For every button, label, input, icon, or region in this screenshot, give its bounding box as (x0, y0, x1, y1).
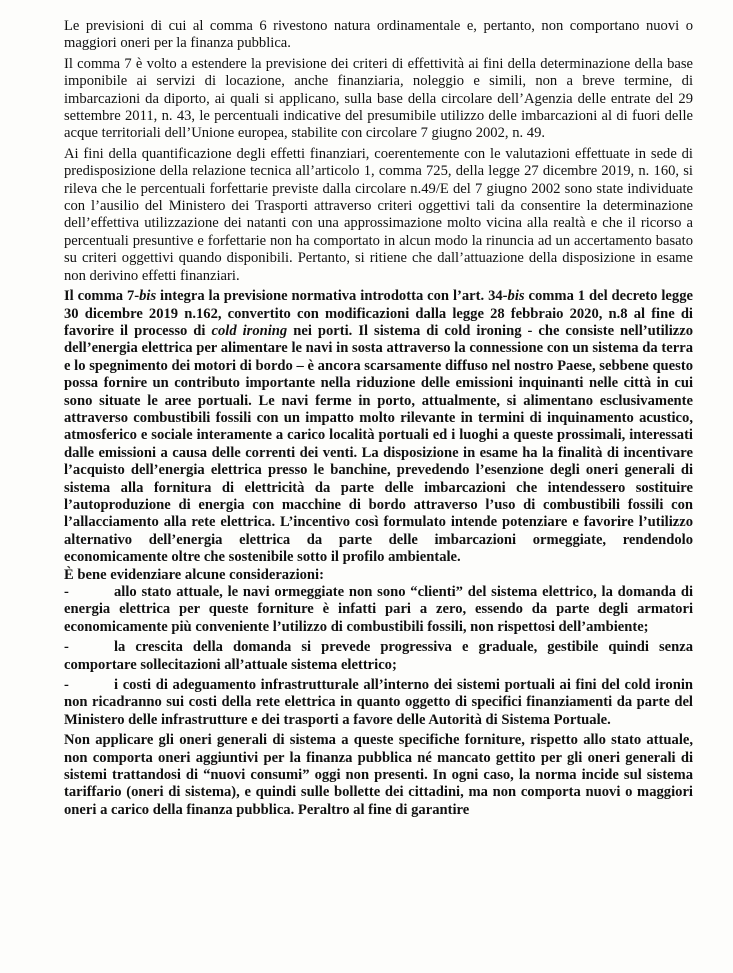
list-dash: - (64, 677, 69, 694)
list-item-text: allo stato attuale, le navi ormeggiate non sono “clienti” del sistema elettrico, la domanda di energia elettrica per queste forniture è infatti pari a zero, essendo da parte degli armatori economicamente più conveniente l’utilizzo di combustibili fossili, non rispettosi dell’ambiente; (64, 584, 693, 635)
paragraph-comma-6: Le previsioni di cui al comma 6 rivestono natura ordinamentale e, pertanto, non comportano nuovi o maggiori oneri per la finanza pubblica. (64, 18, 693, 52)
text-run: nei porti. Il sistema di cold ironing - che consiste nell’utilizzo dell’energia elettrica per alimentare le navi in sosta attraverso la connessione con un sistema da terra e lo spegnimento dei motori di bordo – è ancora scarsamente diffuso nel nostro Paese, sebbene questo possa fornire un contributo importante nella riduzione delle emissioni inquinanti nelle città in cui sono situate le aree portuali. Le navi ferme in porto, attualmente, si alimentano esclusivamente attraverso combustibili fossili con un impatto molto rilevante in termini di inquinamento acustico, atmosferico e sociale interamente a carico località portuali ed i luoghi a queste prossimali, interessati dalle emissioni a causa delle correnti dei venti. La disposizione in esame ha la finalità di incentivare l’acquisto dell’energia elettrica presso le banchine, prevedendo l’esenzione degli oneri generali di sistema alla fornitura di elettricità da parte delle imbarcazioni che intendessero sostituire l’autoproduzione di energia con macchine di bordo attraverso l’uso di combustibili fossili con l’allacciamento alla rete elettrica. L’incentivo così formulato intende potenziare e favorire l’utilizzo alternativo dell’energia elettrica da parte delle imbarcazioni ormeggiate, rendendolo economicamente oltre che sostenibile sotto il profilo ambientale. (64, 322, 694, 566)
paragraph-comma-7-bis (64, 288, 693, 567)
list-item-text: la crescita della domanda si prevede progressiva e graduale, gestibile quindi senza comportare sollecitazioni all’attuale sistema elettrico; (64, 639, 693, 673)
list-item (64, 584, 693, 636)
italic-bis: bis (507, 288, 525, 305)
text-run: Il comma 7- (64, 288, 140, 305)
paragraph-comma-7: Il comma 7 è volto a estendere la previsione dei criteri di effettività ai fini della determinazione della base imponibile ai servizi di locazione, anche finanziaria, noleggio e simili, non a breve termine, di imbarcazioni da diporto, ai quali si applicano, sulla base della circolare dell’Agenzia delle entrate del 29 settembre 2011, n. 43, le percentuali indicative del presumibile utilizzo delle imbarcazioni al di fuori delle acque territoriali dell’Unione europea, stabilite con circolare 7 giugno 2002, n. 49. (64, 55, 693, 142)
text-run: comma 1 del decreto legge 30 dicembre 2019 n.162, convertito con modificazioni dalla legge 28 febbraio 2020, n.8 al fine di favorire il processo di (64, 288, 693, 339)
text-run: integra la previsione normativa introdotta con l’art. 34- (156, 288, 508, 305)
paragraph-final: Non applicare gli oneri generali di sistema a queste specifiche forniture, rispetto allo stato attuale, non comporta oneri aggiuntivi per la finanza pubblica né mancato gettito per gli oneri generali di sistemi trattandosi di “nuovi consumi” oggi non presenti. In ogni caso, la norma incide sul sistema tariffario (oneri di sistema), e quindi sulle bollette dei cittadini, ma non comporta nuovi o maggiori oneri a carico della finanza pubblica. Peraltro al fine di garantire (64, 732, 693, 818)
italic-bis: bis (139, 288, 157, 305)
list-dash: - (64, 639, 69, 656)
italic-cold-ironing: cold ironing (211, 322, 288, 339)
list-item (64, 677, 693, 729)
list-item-text: i costi di adeguamento infrastrutturale all’interno dei sistemi portuali ai fini del cold ironin non ricadranno sui costi della rete elettrica in quanto oggetto di specifici finanziamenti da parte del Ministero delle infrastrutture e dei trasporti a favore delle Autorità di Sistema Portuale. (64, 677, 693, 728)
list-item (64, 639, 693, 674)
considerations-heading: È bene evidenziare alcune considerazioni: (64, 566, 324, 583)
list-dash: - (64, 584, 69, 600)
paragraph-effetti-finanziari: Ai fini della quantificazione degli effetti finanziari, coerentemente con le valutazioni effettuate in sede di predisposizione della relazione tecnica all’articolo 1, comma 725, della legge 27 dicembre 2019, n. 160, si rileva che le percentuali forfettarie previste dalla circolare n.49/E del 7 giugno 2002 sono state individuate con l’ausilio del Ministero dei Trasporti attraverso criteri oggettivi tali da consentire la determinazione dell’effettiva utilizzazione dei natanti con una approssimazione molto vicina alla realtà e che il ricorso a percentuali presuntive e forfettarie non ha comportato in alcun modo la rinuncia ad un accertamento basato su criteri oggettivi quando disponibili. Pertanto, si ritiene che dall’attuazione della disposizione in esame non derivino effetti finanziari. (64, 145, 693, 284)
